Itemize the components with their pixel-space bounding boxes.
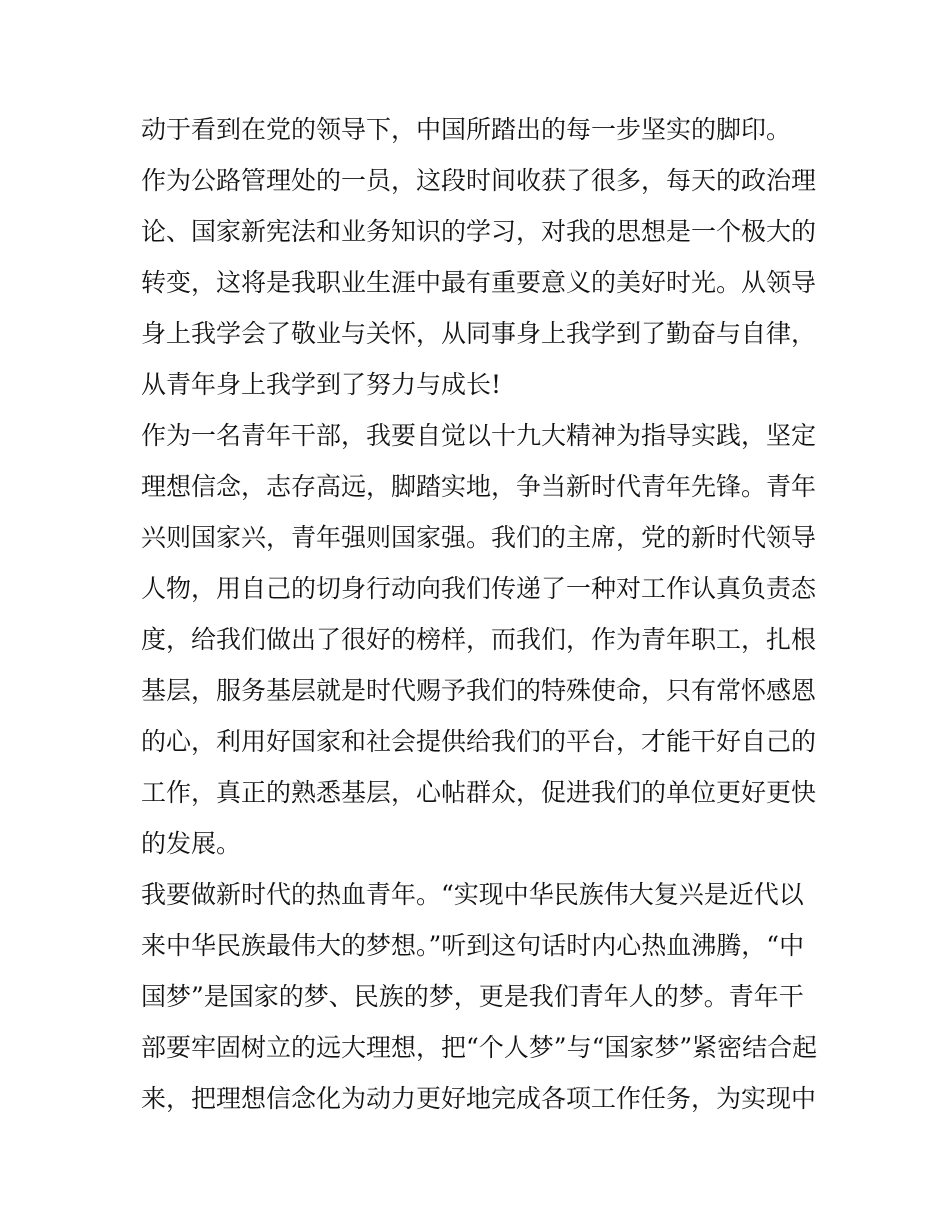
text-line: 转变，这将是我职业生涯中最有重要意义的美好时光。从领导 [141, 268, 817, 297]
text-line: 身上我学会了敬业与关怀，从同事身上我学到了勤奋与自律， [141, 319, 817, 348]
text-line: 来，把理想信念化为动力更好地完成各项工作任务，为实现中 [141, 1084, 817, 1113]
text-line: 论、国家新宪法和业务知识的学习，对我的思想是一个极大的 [141, 217, 817, 246]
text-line: 动于看到在党的领导下，中国所踏出的每一步坚实的脚印。 [141, 115, 792, 144]
text-line: 度，给我们做出了很好的榜样，而我们，作为青年职工，扎根 [141, 625, 817, 654]
text-line: 作为公路管理处的一员，这段时间收获了很多，每天的政治理 [141, 166, 817, 195]
text-line: 的发展。 [141, 829, 242, 858]
text-line: 我要做新时代的热血青年。“实现中华民族伟大复兴是近代以 [141, 880, 804, 909]
text-line: 部要牢固树立的远大理想，把“个人梦”与“国家梦”紧密结合起 [141, 1033, 818, 1062]
text-line: 人物，用自己的切身行动向我们传递了一种对工作认真负责态 [141, 574, 817, 603]
text-line: 基层，服务基层就是时代赐予我们的特殊使命，只有常怀感恩 [141, 676, 817, 705]
text-line: 理想信念，志存高远，脚踏实地，争当新时代青年先锋。青年 [141, 472, 817, 501]
body-text [141, 104, 821, 1124]
text-line: 兴则国家兴，青年强则国家强。我们的主席，党的新时代领导 [141, 523, 817, 552]
text-line: 来中华民族最伟大的梦想。”听到这句话时内心热血沸腾，“中 [141, 931, 805, 960]
text-line: 的心，利用好国家和社会提供给我们的平台，才能干好自己的 [141, 727, 817, 756]
text-line: 从青年身上我学到了努力与成长! [141, 370, 502, 399]
text-line: 作为一名青年干部，我要自觉以十九大精神为指导实践，坚定 [141, 421, 817, 450]
text-line: 国梦”是国家的梦、民族的梦，更是我们青年人的梦。青年干 [141, 982, 804, 1011]
text-line: 工作，真正的熟悉基层，心帖群众，促进我们的单位更好更快 [141, 778, 817, 807]
